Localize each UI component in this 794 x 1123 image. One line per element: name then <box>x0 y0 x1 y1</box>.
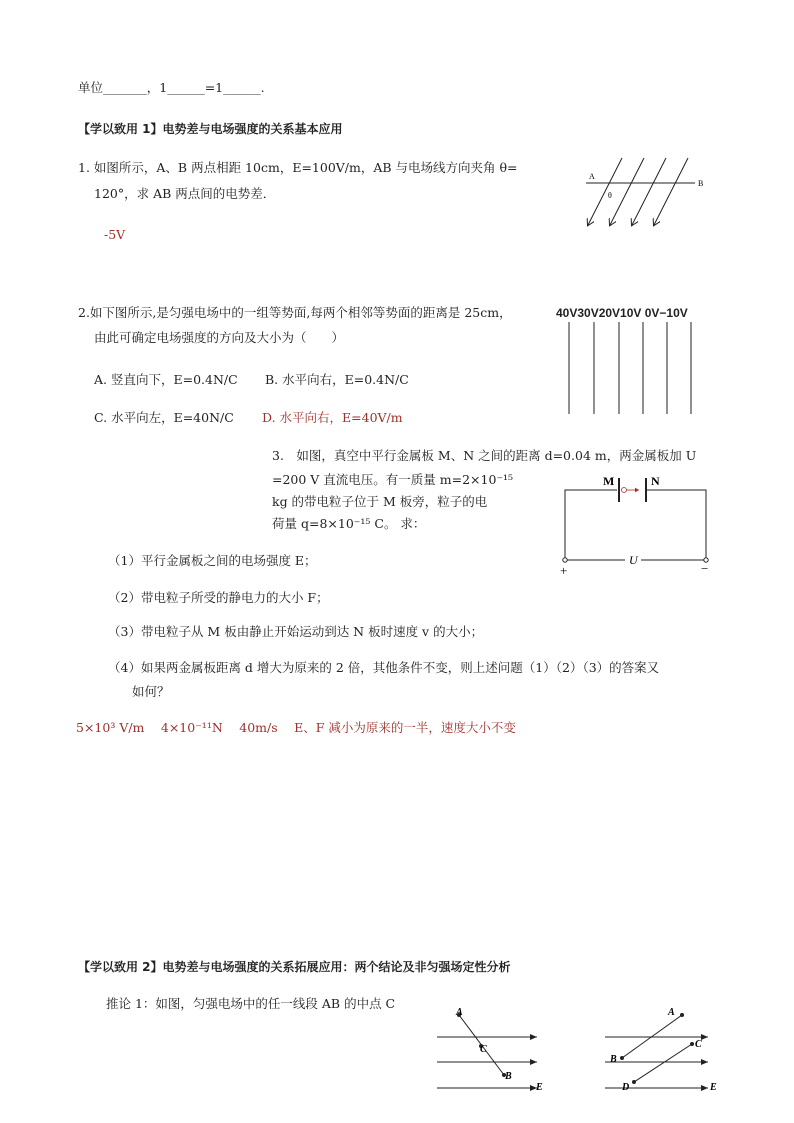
q1-field-figure <box>580 150 710 235</box>
point-d <box>632 1080 636 1084</box>
label-c: C <box>695 1039 702 1050</box>
fig-left <box>432 1000 552 1100</box>
q3-line1: 3. 如图，真空中平行金属板 M、N 之间的距离 d=0.04 m，两金属板加 U <box>272 448 697 463</box>
section2-title: 【学以致用 2】电势差与电场强度的关系拓展应用：两个结论及非匀强场定性分析 <box>78 960 511 974</box>
q3-sub4b: 如何？ <box>132 684 170 699</box>
q3-line3: kg 的带电粒子位于 M 板旁，粒子的电 <box>272 494 488 509</box>
particle <box>622 488 627 493</box>
label-theta: θ <box>608 191 612 200</box>
q1-line1: 1. 如图所示，A、B 两点相距 10cm，E=100V/m，AB 与电场线方向夹角 θ= <box>78 160 518 175</box>
q3-circuit-figure <box>555 470 720 578</box>
field-line <box>632 158 666 225</box>
field-line <box>654 158 688 225</box>
q2-option-b: B. 水平向右，E=0.4N/C <box>265 372 409 387</box>
q3-line2: =200 V 直流电压。有一质量 m=2×10⁻¹⁵ <box>272 472 514 487</box>
label-e: E <box>536 1082 543 1093</box>
q1-answer: -5V <box>104 227 126 242</box>
label-a: A <box>668 1007 675 1018</box>
label-a: A <box>456 1007 463 1018</box>
q3-sub3: （3）带电粒子从 M 板由静止开始运动到达 N 板时速度 v 的大小； <box>108 624 484 639</box>
label-c: C <box>480 1044 487 1055</box>
label-b: B <box>610 1054 617 1065</box>
q3-answer: 5×10³ V/m 4×10⁻¹¹N 40m/s E、F 减小为原来的一半，速度大小不变 <box>76 720 516 735</box>
label-d: D <box>622 1082 630 1093</box>
point-a <box>680 1013 684 1017</box>
label-a: A <box>589 172 595 181</box>
q3-line4: 荷量 q=8×10⁻¹⁵ C。 求： <box>272 516 426 531</box>
intro-line: 单位_______，1______=1______. <box>78 80 265 95</box>
wire-left <box>565 490 617 558</box>
label-b: B <box>698 179 704 188</box>
label-minus: − <box>701 561 709 576</box>
q2-line1: 2.如下图所示,是匀强电场中的一组等势面,每两个相邻等势面的距离是 25cm， <box>78 305 512 320</box>
terminal-plus <box>563 558 567 562</box>
label-plus: + <box>560 563 568 578</box>
field-line <box>588 158 622 225</box>
q3-sub2: （2）带电粒子所受的静电力的大小 F； <box>108 590 329 605</box>
q2-option-d: D. 水平向右，E=40V/m <box>262 410 403 425</box>
q2-line2: 由此可确定电场强度的方向及大小为（ ） <box>94 330 345 345</box>
fig-right <box>600 1000 725 1100</box>
corollary1-text: 推论 1：如图，匀强电场中的任一线段 AB 的中点 C <box>106 996 396 1011</box>
q3-sub1: （1）平行金属板之间的电场强度 E； <box>108 553 317 568</box>
label-b: B <box>505 1071 512 1082</box>
label-e: E <box>710 1082 717 1093</box>
segment-dc <box>634 1044 692 1082</box>
q2-potential-labels: 40V30V20V10V 0V−10V <box>556 306 688 320</box>
label-n: N <box>651 474 660 488</box>
q1-line2: 120°，求 AB 两点间的电势差． <box>94 186 276 201</box>
label-u: U <box>629 553 638 567</box>
section1-title: 【学以致用 1】电势差与电场强度的关系基本应用 <box>78 122 343 136</box>
point-c <box>690 1042 694 1046</box>
q2-equipotential-figure <box>560 322 720 418</box>
field-line <box>610 158 644 225</box>
q2-option-a: A. 竖直向下，E=0.4N/C <box>94 372 238 387</box>
q3-sub4a: （4）如果两金属板距离 d 增大为原来的 2 倍，其他条件不变，则上述问题（1）（2）（3）的答案又 <box>108 660 660 675</box>
q2-option-c: C. 水平向左，E=40N/C <box>94 410 234 425</box>
point-b <box>620 1056 624 1060</box>
wire-right <box>647 490 706 558</box>
label-m: M <box>603 474 615 488</box>
